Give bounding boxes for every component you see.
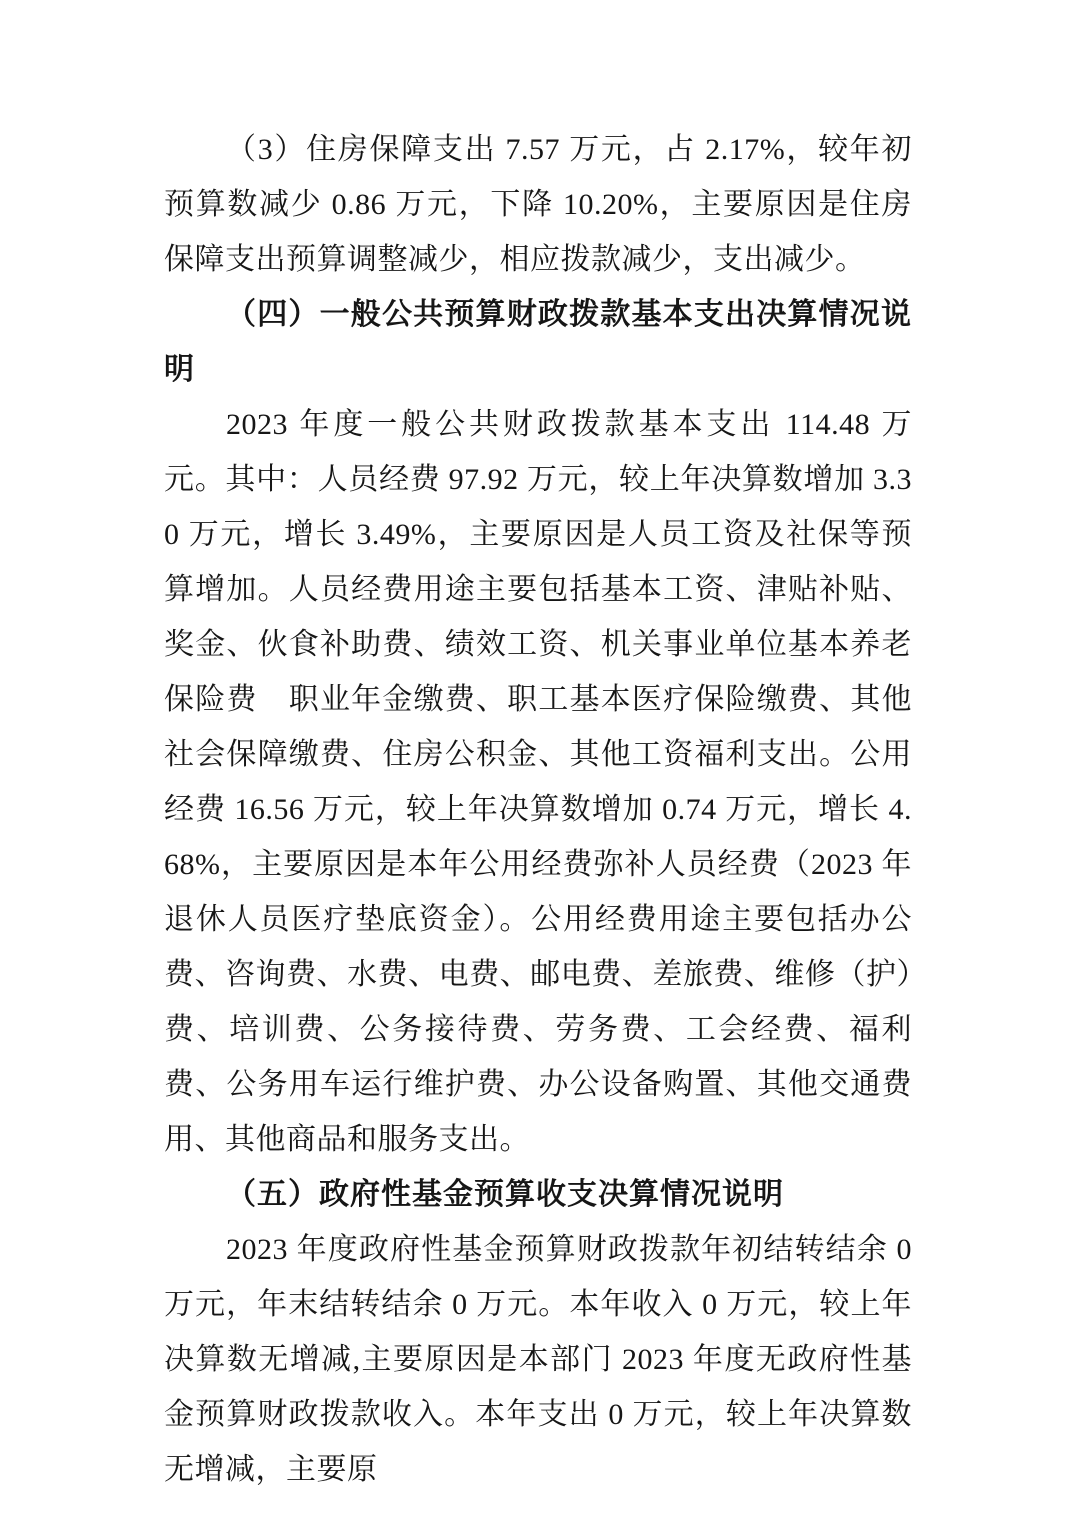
- section-heading-basic-expenditure: （四）一般公共预算财政拨款基本支出决算情况说明: [164, 298, 912, 386]
- paragraph-government-fund-detail: 2023 年度政府性基金预算财政拨款年初结转结余 0 万元，年末结转结余 0 万元。本年收入 0 万元，较上年决算数无增减,主要原因是本部门 2023 年度无政府性基金预算财政拨款收入。本年支出 0 万元，较上年决算数无增减，主要原: [164, 1233, 912, 1486]
- paragraph-housing-expenditure: （3）住房保障支出 7.57 万元，占 2.17%，较年初预算数减少 0.86 万元，下降 10.20%，主要原因是住房保障支出预算调整减少，相应拨款减少，支出减少。: [164, 133, 912, 276]
- paragraph-basic-expenditure-detail: 2023 年度一般公共财政拨款基本支出 114.48 万元。其中：人员经费 97.92 万元，较上年决算数增加 3.30 万元，增长 3.49%，主要原因是人员工资及社保等预算增加。人员经费用途主要包括基本工资、津贴补贴、奖金、伙食补助费、绩效工资、机关事业单位基本养老保险费 职业年金缴费、职工基本医疗保险缴费、其他社会保障缴费、住房公积金、其他工资福利支出。公用经费 16.56 万元，较上年决算数增加 0.74 万元，增长 4.68%，主要原因是本年公用经费弥补人员经费（2023 年退休人员医疗垫底资金）。公用经费用途主要包括办公费、咨询费、水费、电费、邮电费、差旅费、维修（护）费、培训费、公务接待费、劳务费、工会经费、福利费、公务用车运行维护费、办公设备购置、其他交通费用、其他商品和服务支出。: [164, 408, 912, 1156]
- section-heading-government-fund: （五）政府性基金预算收支决算情况说明: [226, 1178, 784, 1211]
- document-text-area: [164, 122, 912, 1497]
